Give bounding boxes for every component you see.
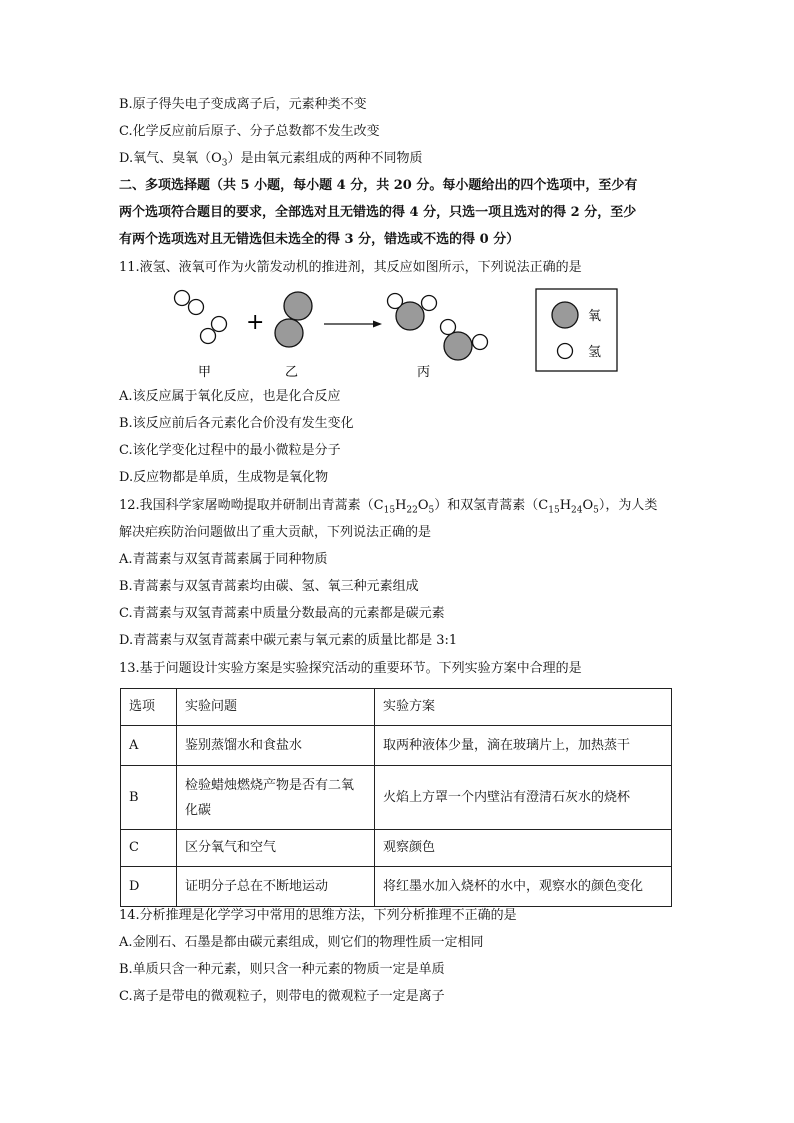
q10-option-b: B.原子得失电子变成离子后，元素种类不变 [119,97,367,112]
q12-sub: 5 [593,505,599,516]
legend-oxygen-atom [552,302,578,328]
legend-hydrogen-label: 氢 [588,345,602,360]
table-row [121,726,672,766]
table-row [121,867,672,907]
section2-line1: 二、多项选择题（共 5 小题，每小题 4 分，共 20 分。每小题给出的四个选项中，至少有 [119,178,638,193]
q14-option-b: B.单质只含一种元素，则只含一种元素的物质一定是单质 [119,962,445,977]
reaction-diagram [160,284,630,384]
header-cell: 实验问题 [177,689,375,726]
table-row [121,766,672,830]
section2-line3: 有两个选项选对且无错选但未选全的得 3 分，错选或不选的得 0 分） [119,232,520,247]
q12-mid: H [395,498,407,513]
q13-stem: 13.基于问题设计实验方案是实验探究活动的重要环节。下列实验方案中合理的是 [119,661,582,676]
table-header-row [121,689,672,726]
q12-sub: 22 [406,505,418,516]
q11-option-a: A.该反应属于氧化反应，也是化合反应 [119,389,341,404]
q10-d-pre: D.氧气、臭氧（O [119,151,222,166]
q14-option-a: A.金刚石、石墨是都由碳元素组成，则它们的物理性质一定相同 [119,935,484,950]
table-row [121,830,672,867]
q11-stem: 11.液氢、液氧可作为火箭发动机的推进剂，其反应如图所示，下列说法正确的是 [119,260,582,275]
label-bing: 丙 [417,365,431,380]
table-cell: 观察颜色 [375,830,672,867]
table-cell: 证明分子总在不断地运动 [177,867,375,907]
q13-table [120,688,672,907]
q10-option-c: C.化学反应前后原子、分子总数都不发生改变 [119,124,380,139]
q12-mid: H [559,498,572,513]
header-cell: 实验方案 [375,689,672,726]
table-cell: D [121,867,177,907]
q12-stem-line1 [119,497,657,515]
reaction-arrow [324,321,382,328]
table-cell: 火焰上方罩一个内壁沾有澄清石灰水的烧杯 [375,766,672,830]
q12-option-d: D.青蒿素与双氢青蒿素中碳元素与氧元素的质量比都是 3:1 [119,633,458,648]
q11-option-d: D.反应物都是单质，生成物是氧化物 [119,470,329,485]
q12-mid: ）和双氢青蒿素（C [434,498,549,513]
q10-d-post: ）是由氧元素组成的两种不同物质 [227,151,423,166]
table-cell: 区分氧气和空气 [177,830,375,867]
q11-option-b: B.该反应前后各元素化合价没有发生变化 [119,416,354,431]
q12-option-b: B.青蒿素与双氢青蒿素均由碳、氢、氧三种元素组成 [119,579,419,594]
label-yi: 乙 [285,365,299,380]
table-cell: 检验蜡烛燃烧产物是否有二氧化碳 [177,766,375,830]
q10-d-sub: 3 [221,158,228,169]
table-cell: C [121,830,177,867]
molecule-jia [175,291,227,344]
q12-mid: O [582,498,594,513]
q14-option-c: C.离子是带电的微观粒子，则带电的微观粒子一定是离子 [119,989,445,1004]
q12-s1: 12.我国科学家屠呦呦提取并研制出青蒿素（C [119,498,384,513]
legend-hydrogen-atom [558,344,573,359]
q10-option-d [119,150,423,168]
molecule-bing [388,294,488,361]
q12-sub: 5 [428,505,435,516]
table-cell: 将红墨水加入烧杯的水中，观察水的颜色变化 [375,867,672,907]
table-cell: 取两种液体少量，滴在玻璃片上，加热蒸干 [375,726,672,766]
q12-option-a: A.青蒿素与双氢青蒿素属于同种物质 [119,552,328,567]
legend-box [536,289,617,371]
q12-sub: 15 [383,505,396,516]
q12-mid: O [417,498,429,513]
header-cell: 选项 [121,689,177,726]
label-jia: 甲 [198,365,212,380]
q12-sub: 15 [548,505,560,516]
plus-sign: + [246,310,265,335]
q12-end: ），为人类 [598,498,658,513]
table-cell: 鉴别蒸馏水和食盐水 [177,726,375,766]
section2-line2: 两个选项符合题目的要求，全部选对且无错选的得 4 分，只选一项且选对的得 2 分，至少 [119,205,637,220]
molecule-yi [275,292,312,347]
q14-stem: 14.分析推理是化学学习中常用的思维方法，下列分析推理不正确的是 [119,908,517,923]
table-cell: A [121,726,177,766]
legend-oxygen-label: 氧 [588,309,602,324]
table-cell: B [121,766,177,830]
q12-stem-line2: 解决疟疾防治问题做出了重大贡献，下列说法正确的是 [119,525,432,540]
q12-option-c: C.青蒿素与双氢青蒿素中质量分数最高的元素都是碳元素 [119,606,445,621]
q12-sub: 24 [571,505,583,516]
q11-option-c: C.该化学变化过程中的最小微粒是分子 [119,443,341,458]
